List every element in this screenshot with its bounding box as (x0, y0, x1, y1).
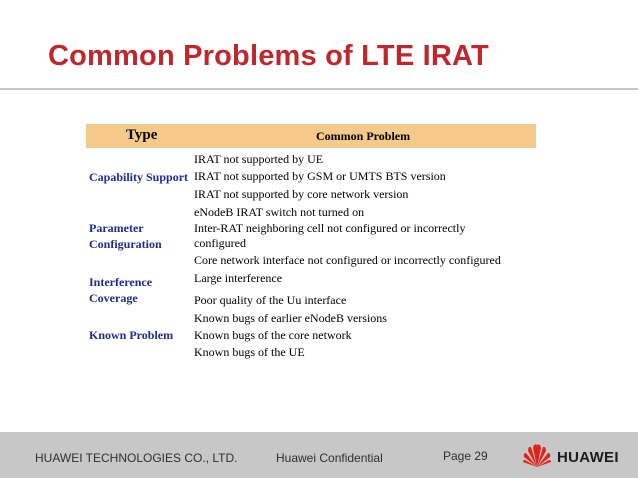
slide-title: Common Problems of LTE IRAT (48, 40, 489, 72)
problem-item: configured (194, 236, 246, 250)
header-common-problem: Common Problem (316, 129, 411, 143)
problem-item: Inter-RAT neighboring cell not configured or incorrectly (194, 221, 466, 235)
problem-item: IRAT not supported by GSM or UMTS BTS version (194, 169, 446, 183)
category-line: Known Problem (89, 328, 174, 342)
problem-item: eNodeB IRAT switch not turned on (194, 205, 365, 219)
category-known-problem (89, 327, 173, 343)
title-divider (0, 88, 638, 90)
category-line: Coverage (89, 291, 138, 305)
category-interference-coverage (89, 274, 152, 306)
header-type: Type (126, 127, 158, 143)
problem-item: Large interference (194, 271, 283, 285)
category-parameter-configuration (89, 220, 162, 252)
problem-item: Known bugs of earlier eNodeB versions (194, 311, 387, 325)
logo-wordmark: HUAWEI (557, 449, 619, 466)
problem-item: IRAT not supported by UE (194, 152, 324, 166)
category-line: Capability Support (89, 170, 189, 184)
category-line: Configuration (89, 237, 162, 251)
footer-confidential: Huawei Confidential (276, 451, 383, 465)
category-capability-support (89, 169, 188, 185)
problem-item: Known bugs of the core network (194, 328, 352, 342)
problem-item: Core network interface not configured or incorrectly configured (194, 253, 501, 267)
problem-item: Known bugs of the UE (194, 345, 305, 359)
problem-item: Poor quality of the Uu interface (194, 293, 347, 307)
category-line: Interference (89, 275, 153, 289)
category-line: Parameter (89, 221, 144, 235)
problem-item: IRAT not supported by core network version (194, 187, 409, 201)
footer-company: HUAWEI TECHNOLOGIES CO., LTD. (35, 451, 238, 465)
huawei-logo-icon (522, 442, 552, 468)
page-number: Page 29 (443, 449, 488, 463)
